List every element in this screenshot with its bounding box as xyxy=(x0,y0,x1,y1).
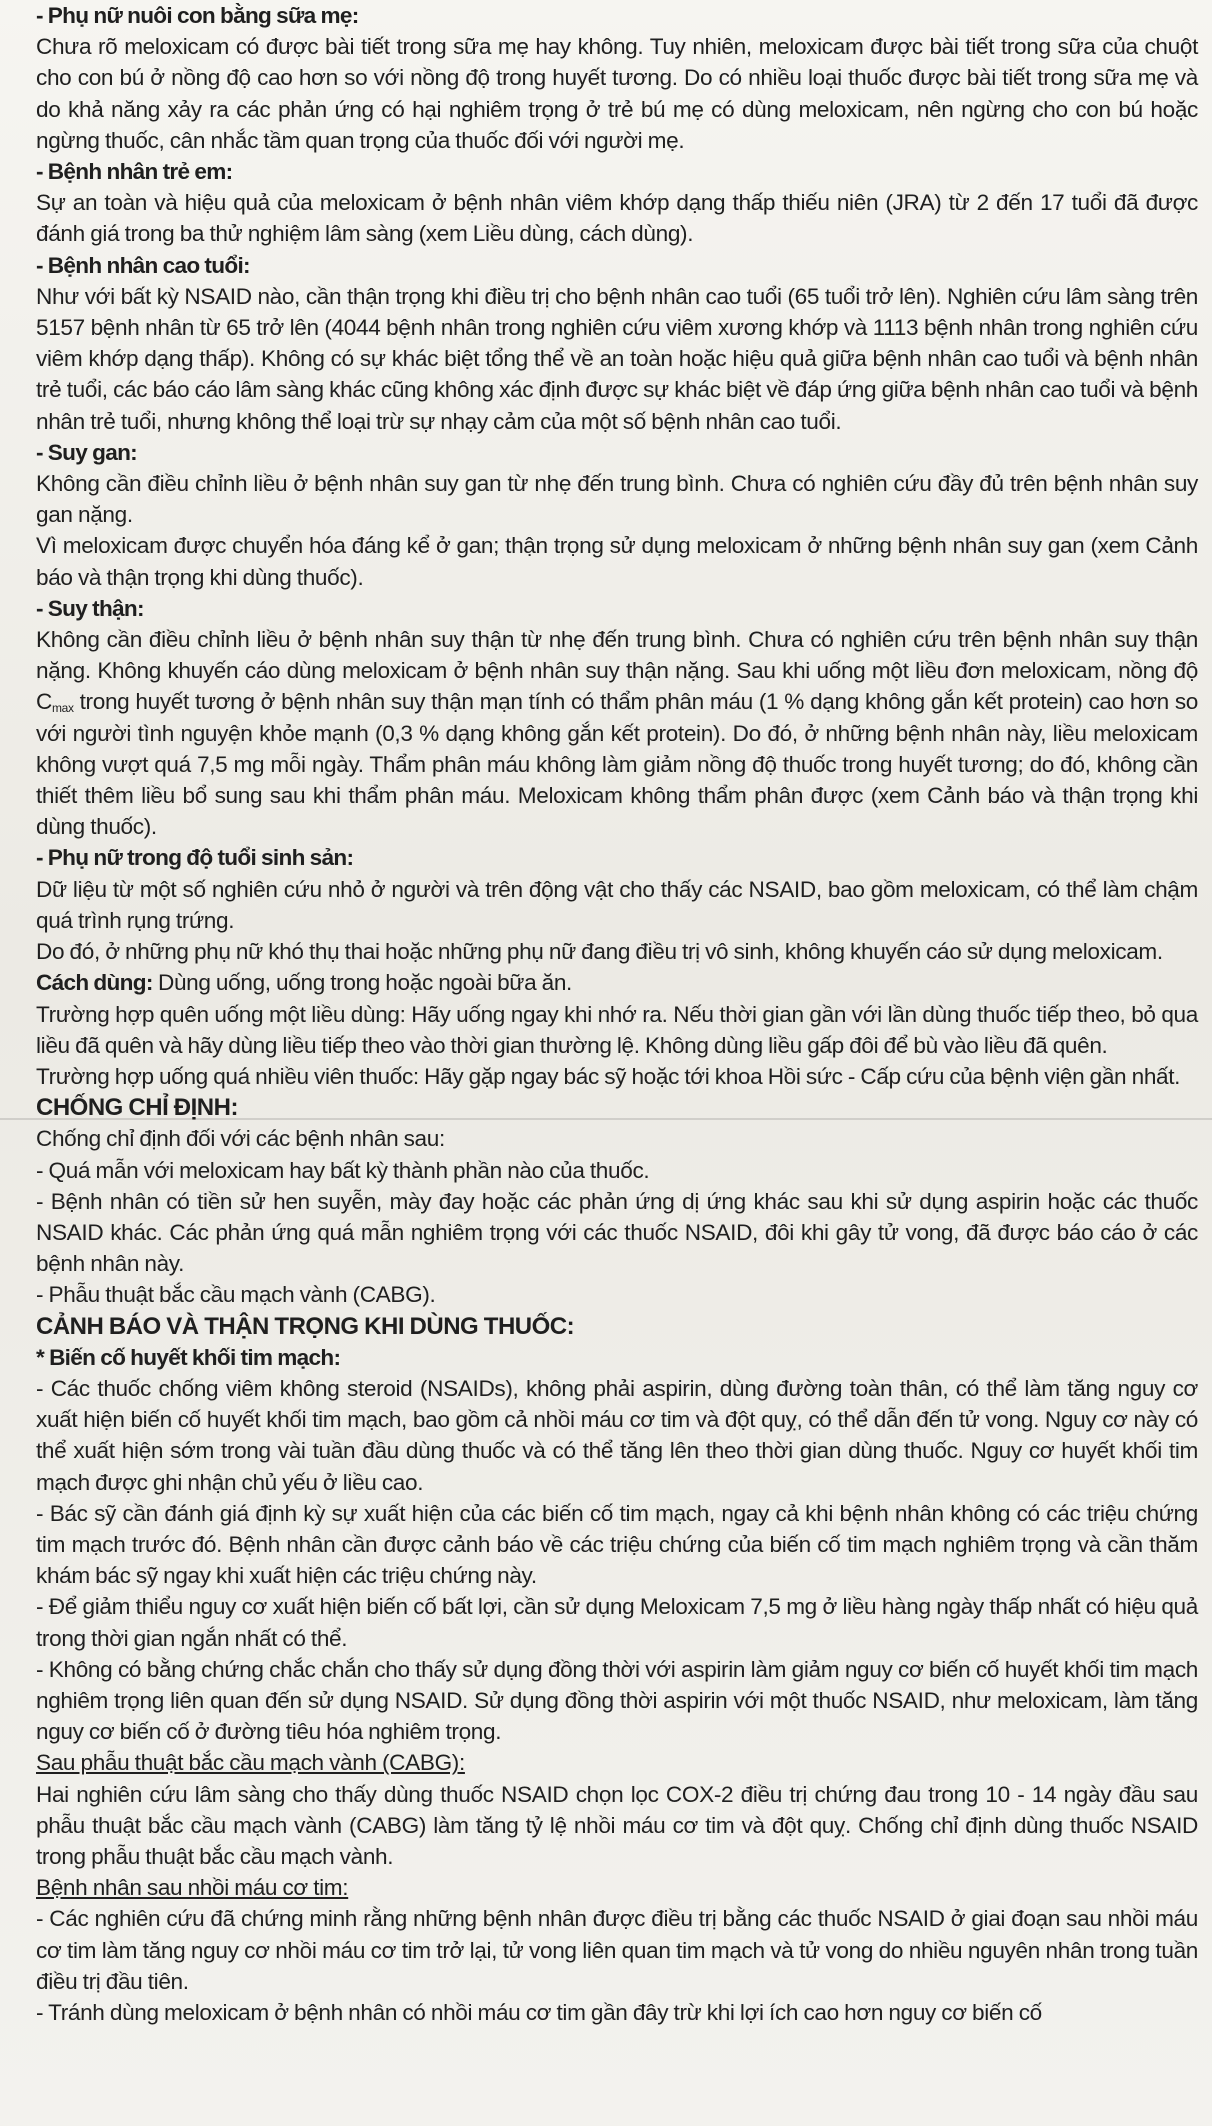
heading-pediatric: - Bệnh nhân trẻ em: xyxy=(36,159,233,185)
text-cabg: Hai nghiên cứu lâm sàng cho thấy dùng thuốc NSAID chọn lọc COX-2 điều trị chứng đau trong 10 - 14 ngày đầu sau phẫu thuật bắc cầu mạch vành (CABG) làm tăng tỷ lệ nhồi máu cơ tim và đột quỵ. Chống chỉ định dùng thuốc NSAID trong phẫu thuật bắc cầu mạch vành. xyxy=(36,1781,1198,1869)
text-renal-b: trong huyết tương ở bệnh nhân suy thận mạn tính có thẩm phân máu (1 % dạng không gắn kết protein) cao hơn so với người tình nguyện khỏe mạnh (0,3 % dạng không gắn kết protein). Do đó, ở những bệnh nhân này, liều meloxicam không vượt quá 7,5 mg mỗi ngày. Thẩm phân máu không làm giảm nồng độ thuốc trong huyết tương; do đó, không cần thiết thêm liều bổ sung sau khi thẩm phân máu. Meloxicam không thẩm phân được (xem Cảnh báo và thận trọng khi dùng thuốc). xyxy=(36,689,1198,840)
section-warnings xyxy=(36,1311,1198,2029)
text-hepatic-2: Vì meloxicam được chuyển hóa đáng kể ở gan; thận trọng sử dụng meloxicam ở những bệnh nhân suy gan (xem Cảnh báo và thận trọng khi dùng thuốc). xyxy=(36,533,1198,590)
heading-renal: - Suy thận: xyxy=(36,595,144,621)
text-hepatic-1: Không cần điều chỉnh liều ở bệnh nhân suy gan từ nhẹ đến trung bình. Chưa có nghiên cứu đầy đủ trên bệnh nhân suy gan nặng. xyxy=(36,471,1198,528)
heading-contraindications: CHỐNG CHỈ ĐỊNH: xyxy=(36,1094,238,1122)
text-elderly: Như với bất kỳ NSAID nào, cần thận trọng khi điều trị cho bệnh nhân cao tuổi (65 tuổi trở lên). Nghiên cứu lâm sàng trên 5157 bệnh nhân từ 65 trở lên (4044 bệnh nhân trong nghiên cứu viêm xương khớp và 1113 bệnh nhân trong nghiên cứu viêm khớp dạng thấp). Không có sự khác biệt tổng thể về an toàn hoặc hiệu quả giữa bệnh nhân cao tuổi và bệnh nhân trẻ tuổi, các báo cáo lâm sàng khác cũng không xác định được sự khác biệt về đáp ứng giữa bệnh nhân cao tuổi và bệnh nhân trẻ tuổi, nhưng không thể loại trừ sự nhạy cảm của một số bệnh nhân cao tuổi. xyxy=(36,283,1198,434)
text-renal-a: Không cần điều chỉnh liều ở bệnh nhân suy thận từ nhẹ đến trung bình. Chưa có nghiên cứu trên bệnh nhân suy thận nặng. Không khuyến cáo dùng meloxicam ở bệnh nhân suy thận nặng. Sau khi uống một liều đơn meloxicam, nồng độ C xyxy=(36,627,1198,715)
section-hepatic xyxy=(36,437,1198,593)
heading-cabg: Sau phẫu thuật bắc cầu mạch vành (CABG): xyxy=(36,1750,465,1776)
list-item: - Quá mẫn với meloxicam hay bất kỳ thành phần nào của thuốc. xyxy=(36,1157,650,1183)
section-fertility xyxy=(36,842,1198,967)
cmax-subscript: max xyxy=(51,701,74,716)
text-fertility-1: Dữ liệu từ một số nghiên cứu nhỏ ở người và trên động vật cho thấy các NSAID, bao gồm meloxicam, có thể làm chậm quá trình rụng trứng. xyxy=(36,876,1198,933)
list-item: - Bác sỹ cần đánh giá định kỳ sự xuất hiện của các biến cố tim mạch, ngay cả khi bệnh nhân không có các triệu chứng tim mạch trước đó. Bệnh nhân cần được cảnh báo về các triệu chứng của biến cố tim mạch nghiêm trọng và cần thăm khám bác sỹ ngay khi xuất hiện các triệu chứng này. xyxy=(36,1500,1198,1589)
text-renal xyxy=(36,624,1198,842)
list-item: - Tránh dùng meloxicam ở bệnh nhân có nhồi máu cơ tim gần đây trừ khi lợi ích cao hơn nguy cơ biến cố xyxy=(36,2000,1042,2025)
list-item: - Không có bằng chứng chắc chắn cho thấy sử dụng đồng thời với aspirin làm giảm nguy cơ biến cố huyết khối tim mạch nghiêm trọng liên quan đến sử dụng NSAID. Sử dụng đồng thời aspirin với một thuốc NSAID, như meloxicam, làm tăng nguy cơ biến cố ở đường tiêu hóa nghiêm trọng. xyxy=(36,1656,1198,1745)
heading-post-mi: Bệnh nhân sau nhồi máu cơ tim: xyxy=(36,1875,349,1901)
section-pediatric xyxy=(36,156,1198,250)
fold-crease xyxy=(0,1118,1212,1120)
list-item: - Các nghiên cứu đã chứng minh rằng những bệnh nhân được điều trị bằng các thuốc NSAID ở giai đoạn sau nhồi máu cơ tim làm tăng nguy cơ nhồi máu cơ tim trở lại, tử vong liên quan tim mạch và tử vong do nhiều nguyên nhân trong tuần điều trị đầu tiên. xyxy=(36,1906,1198,1994)
section-renal xyxy=(36,593,1198,843)
list-item: - Để giảm thiểu nguy cơ xuất hiện biến cố bất lợi, cần sử dụng Meloxicam 7,5 mg ở liều hàng ngày thấp nhất có hiệu quả trong thời gian ngắn nhất có thể. xyxy=(36,1594,1198,1651)
text-administration-body: Dùng uống, uống trong hoặc ngoài bữa ăn. xyxy=(152,970,572,996)
section-administration xyxy=(36,967,1198,1092)
text-pediatric: Sự an toàn và hiệu quả của meloxicam ở bệnh nhân viêm khớp dạng thấp thiếu niên (JRA) từ 2 đến 17 tuổi đã được đánh giá trong ba thử nghiệm lâm sàng (xem Liều dùng, cách dùng). xyxy=(36,190,1198,247)
heading-fertility: - Phụ nữ trong độ tuổi sinh sản: xyxy=(36,845,354,871)
list-item: - Bệnh nhân có tiền sử hen suyễn, mày đay hoặc các phản ứng dị ứng khác sau khi sử dụng aspirin hoặc các thuốc NSAID khác. Các phản ứng quá mẫn nghiêm trọng với các thuốc NSAID, đôi khi gây tử vong, đã được báo cáo ở các bệnh nhân này. xyxy=(36,1188,1198,1277)
text-lactation: Chưa rõ meloxicam có được bài tiết trong sữa mẹ hay không. Tuy nhiên, meloxicam được bài tiết trong sữa của chuột cho con bú ở nồng độ cao hơn so với nồng độ trong huyết tương. Do có nhiều loại thuốc được bài tiết trong sữa mẹ và do khả năng xảy ra các phản ứng có hại nghiêm trọng ở trẻ bú mẹ có dùng meloxicam, nên ngừng cho con bú hoặc ngừng thuốc, cân nhắc tầm quan trọng của thuốc đối với người mẹ. xyxy=(36,34,1198,153)
list-item: - Phẫu thuật bắc cầu mạch vành (CABG). xyxy=(36,1282,436,1308)
heading-warnings: CẢNH BÁO VÀ THẬN TRỌNG KHI DÙNG THUỐC: xyxy=(36,1312,575,1340)
section-elderly xyxy=(36,250,1198,437)
label-administration: Cách dùng: xyxy=(36,970,153,996)
text-missed-dose: Trường hợp quên uống một liều dùng: Hãy uống ngay khi nhớ ra. Nếu thời gian gần với lần dùng thuốc tiếp theo, bỏ qua liều đã quên và hãy dùng liều tiếp theo vào thời gian thường lệ. Không dùng liều gấp đôi để bù vào liều đã quên. xyxy=(36,1001,1198,1058)
heading-hepatic: - Suy gan: xyxy=(36,439,138,465)
heading-lactation: - Phụ nữ nuôi con bằng sữa mẹ: xyxy=(36,3,359,28)
text-contraindications-intro: Chống chỉ định đối với các bệnh nhân sau: xyxy=(36,1126,445,1152)
list-item: - Các thuốc chống viêm không steroid (NSAIDs), không phải aspirin, dùng đường toàn thân, có thể làm tăng nguy cơ xuất hiện biến cố huyết khối tim mạch, bao gồm cả nhồi máu cơ tim và đột quỵ, có thể dẫn đến tử vong. Nguy cơ này có thể xuất hiện sớm trong vài tuần đầu dùng thuốc và có thể tăng lên theo thời gian dùng thuốc. Nguy cơ huyết khối tim mạch được ghi nhận chủ yếu ở liều cao. xyxy=(36,1375,1198,1495)
heading-elderly: - Bệnh nhân cao tuổi: xyxy=(36,252,250,278)
text-fertility-2: Do đó, ở những phụ nữ khó thụ thai hoặc những phụ nữ đang điều trị vô sinh, không khuyến cáo sử dụng meloxicam. xyxy=(36,939,1163,965)
section-lactation xyxy=(36,0,1198,156)
heading-cv-events: * Biến cố huyết khối tim mạch: xyxy=(36,1344,341,1370)
text-overdose: Trường hợp uống quá nhiều viên thuốc: Hãy gặp ngay bác sỹ hoặc tới khoa Hồi sức - Cấp cứu của bệnh viện gần nhất. xyxy=(36,1063,1181,1089)
section-contraindications xyxy=(36,1092,1198,1310)
text-administration xyxy=(36,967,1198,998)
